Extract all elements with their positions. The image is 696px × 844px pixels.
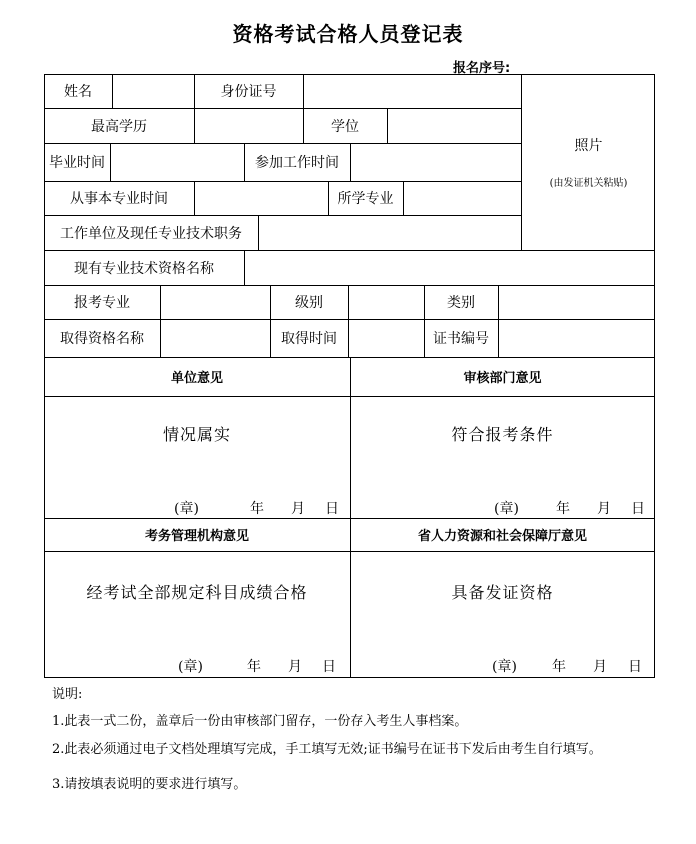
label-existing-qualification: 现有专业技术资格名称 (74, 260, 214, 277)
month-label: 月 (288, 659, 302, 675)
field-obtained-time[interactable] (348, 319, 424, 357)
year-label: 年 (552, 659, 566, 675)
note-item-1: 1.此表一式二份，盖章后一份由审核部门留存，一份存入考生人事档案。 (52, 714, 468, 729)
field-name[interactable] (112, 74, 194, 108)
field-work-start-time[interactable] (350, 143, 521, 181)
exam-office-opinion-text: 经考试全部规定科目成绩合格 (86, 582, 308, 602)
unit-opinion-header: 单位意见 (170, 371, 223, 386)
label-id-number: 身份证号 (220, 84, 277, 100)
label-exam-major: 报考专业 (74, 295, 130, 311)
note-item-2: 2.此表必须通过电子文档处理填写完成，手工填写无效;证书编号在证书下发后由考生自行填写。 (52, 742, 602, 757)
seal-mark: (章) (174, 501, 199, 517)
field-category[interactable] (498, 285, 655, 319)
unit-opinion-text: 情况属实 (162, 424, 231, 444)
year-label: 年 (250, 501, 264, 517)
registration-number-label: 报名序号: (453, 61, 511, 76)
seal-mark: (章) (178, 659, 203, 675)
seal-mark: (章) (492, 659, 517, 675)
label-employer-title: 工作单位及现任专业技术职务 (60, 225, 242, 242)
note-item-3: 3.请按填表说明的要求进行填写。 (52, 777, 247, 792)
label-category: 类别 (447, 295, 475, 311)
day-label: 日 (322, 659, 336, 675)
field-graduation-time[interactable] (110, 143, 244, 181)
day-label: 日 (631, 501, 645, 517)
seal-mark: (章) (494, 501, 519, 517)
hr-department-opinion-text: 具备发证资格 (451, 582, 554, 602)
year-label: 年 (247, 659, 261, 675)
day-label: 日 (325, 501, 339, 517)
label-degree: 学位 (331, 118, 359, 135)
field-degree[interactable] (387, 108, 521, 143)
field-exam-major[interactable] (160, 285, 270, 319)
field-current-major-time[interactable] (194, 181, 328, 215)
month-label: 月 (593, 659, 607, 675)
label-obtained-time: 取得时间 (281, 331, 337, 347)
label-name: 姓名 (64, 84, 92, 100)
month-label: 月 (291, 501, 305, 517)
field-certificate-no[interactable] (498, 319, 655, 357)
review-opinion-text: 符合报考条件 (451, 424, 554, 444)
field-existing-qualification[interactable] (244, 250, 655, 285)
hr-department-opinion-header: 省人力资源和社会保障厅意见 (417, 529, 587, 544)
label-level: 级别 (295, 295, 323, 311)
field-employer-title[interactable] (258, 215, 521, 250)
form-title: 资格考试合格人员登记表 (232, 22, 464, 46)
label-education: 最高学历 (91, 118, 147, 135)
field-id-number[interactable] (303, 74, 521, 108)
field-level[interactable] (348, 285, 424, 319)
exam-office-opinion-header: 考务管理机构意见 (144, 529, 249, 544)
field-education[interactable] (194, 108, 303, 143)
field-obtained-qualification[interactable] (160, 319, 270, 357)
month-label: 月 (597, 501, 611, 517)
label-work-start-time: 参加工作时间 (255, 155, 339, 171)
day-label: 日 (628, 659, 642, 675)
notes-heading: 说明: (52, 687, 83, 702)
review-opinion-header: 审核部门意见 (463, 371, 542, 386)
label-studied-major: 所学专业 (337, 191, 394, 207)
label-certificate-no: 证书编号 (433, 331, 489, 347)
label-current-major-time: 从事本专业时间 (70, 191, 168, 207)
label-obtained-qualification: 取得资格名称 (60, 331, 144, 347)
label-graduation-time: 毕业时间 (49, 155, 105, 171)
photo-label: 照片 (574, 138, 603, 154)
field-studied-major[interactable] (403, 181, 521, 215)
year-label: 年 (556, 501, 570, 517)
photo-note: (由发证机关粘贴) (549, 177, 628, 189)
